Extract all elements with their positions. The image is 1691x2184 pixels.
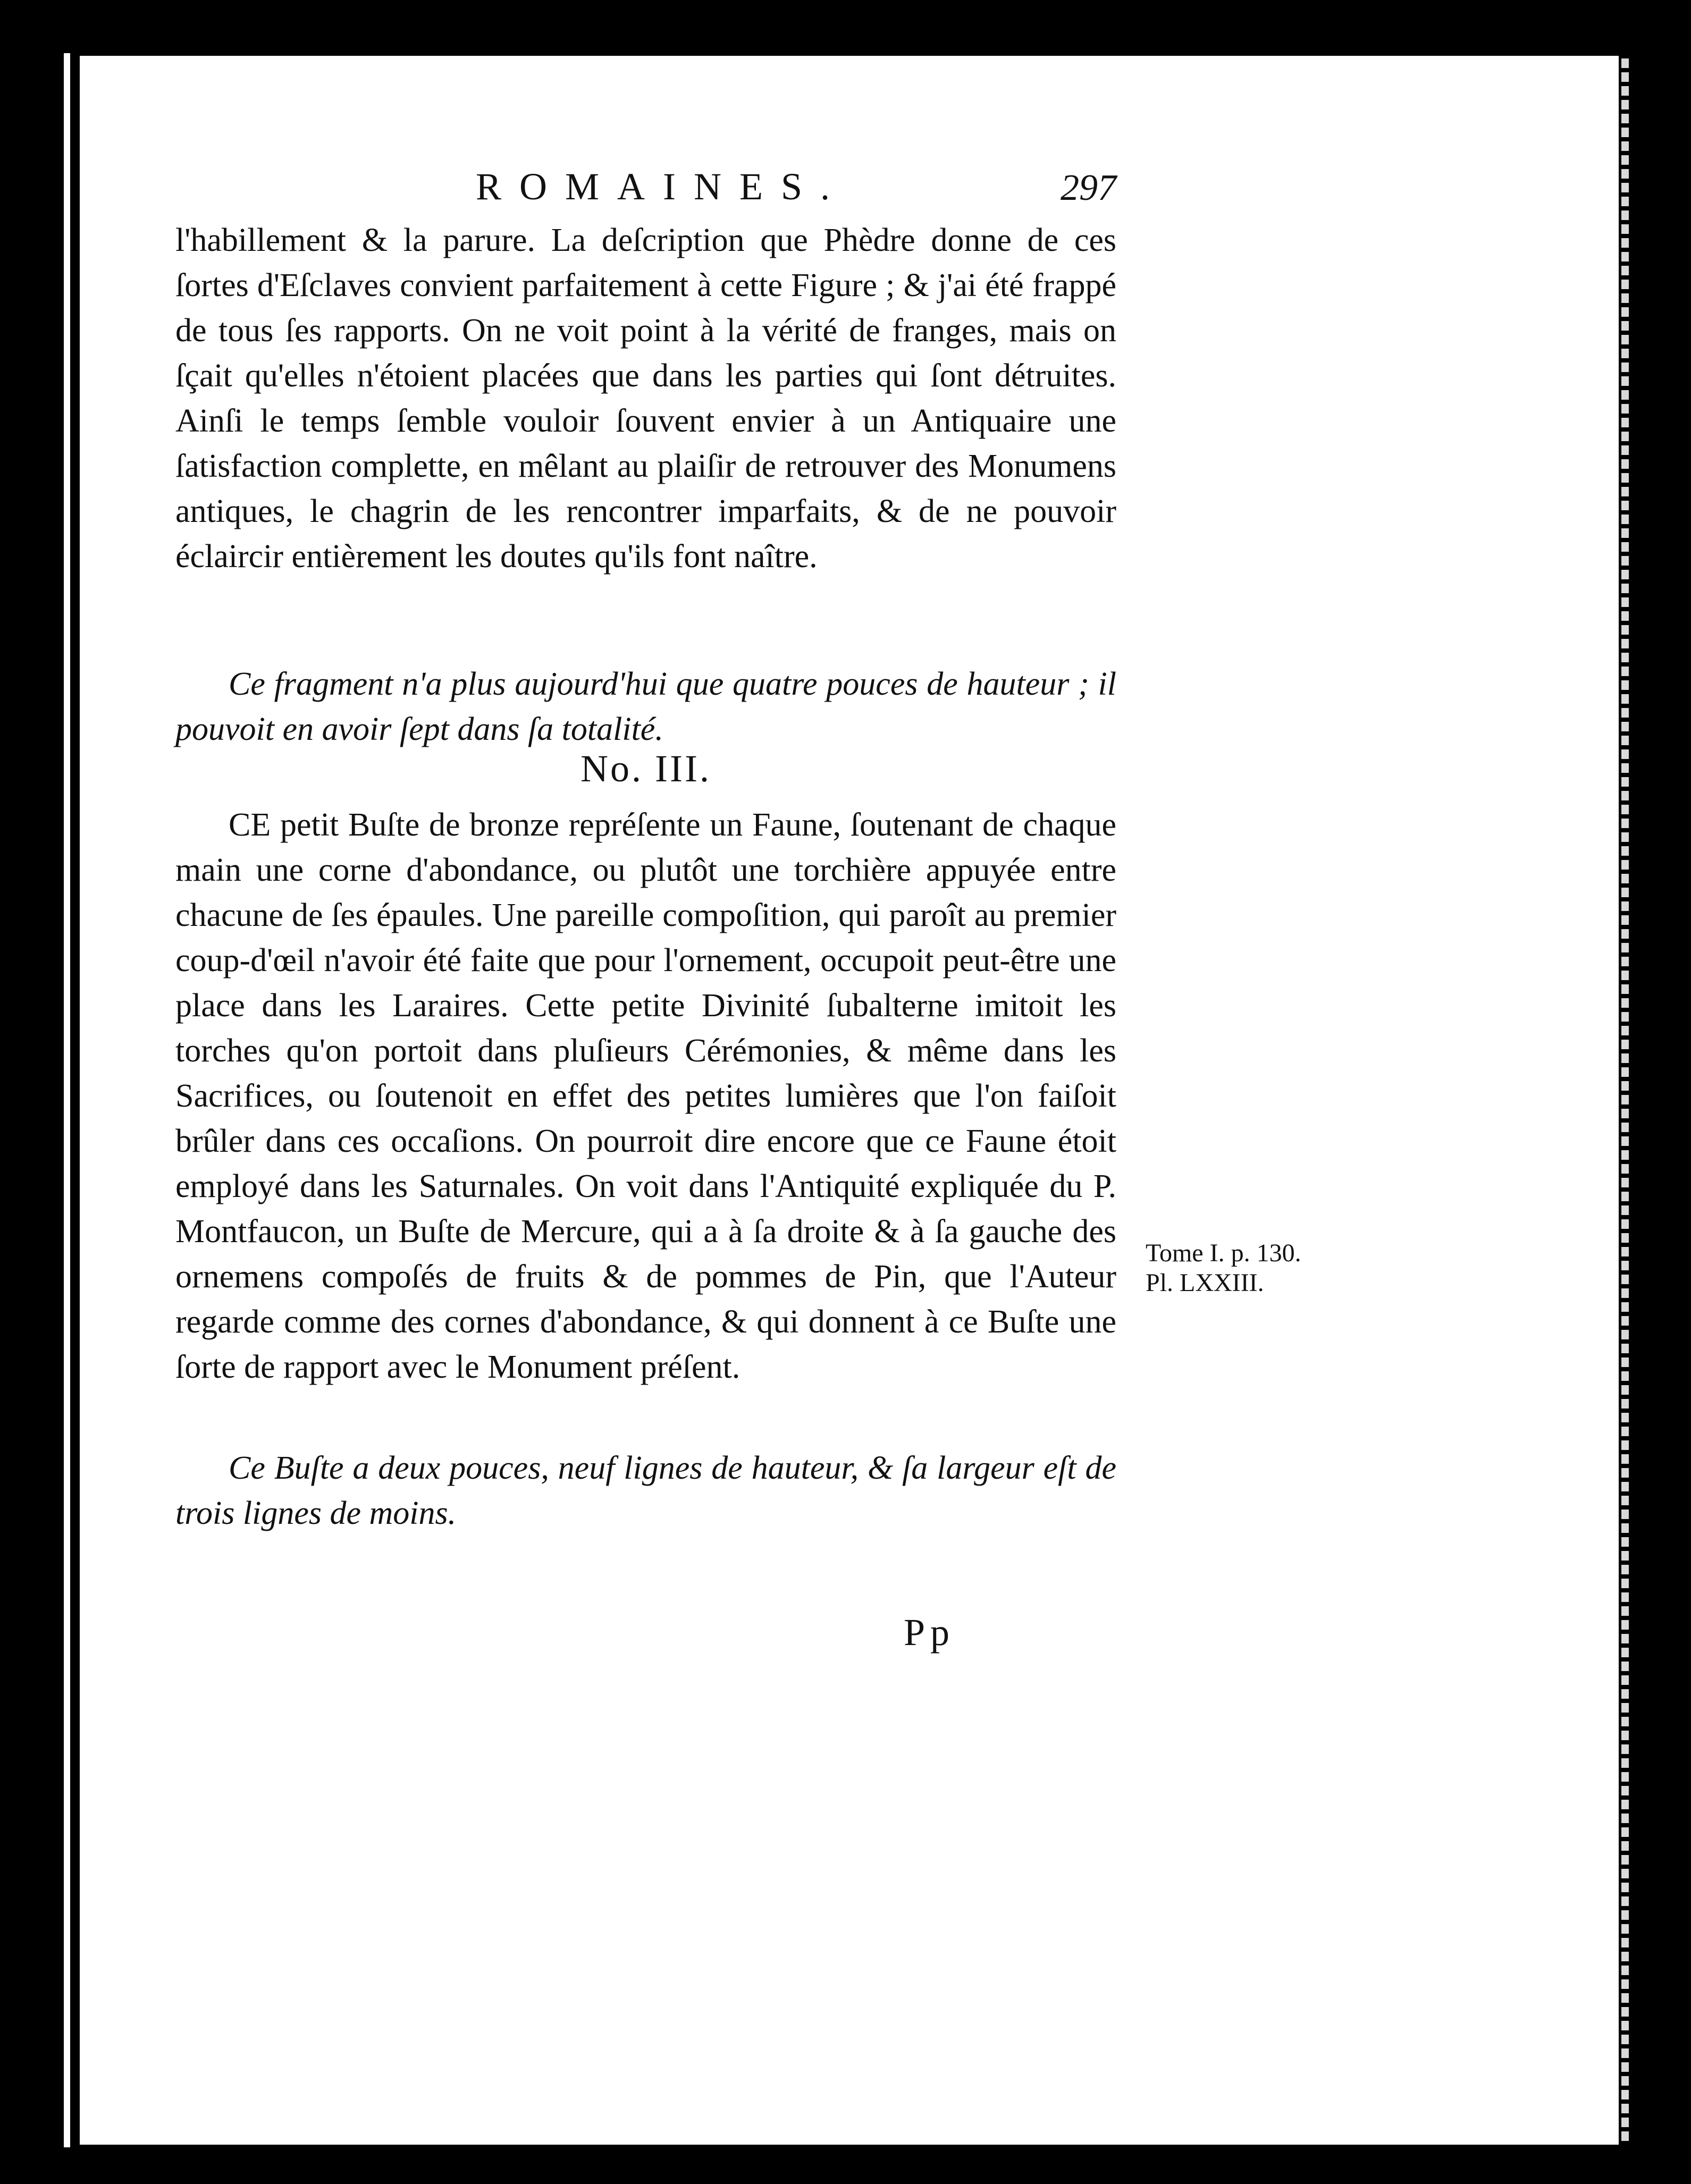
running-title: ROMAINES. xyxy=(476,165,848,208)
body-paragraph-1: l'habillement & la parure. La deſcription que Phèdre donne de ces ſortes d'Eſclaves convient parfaitement à cette Figure ; & j'ai été frappé de tous ſes rapports. On ne voit point à la vérité de franges, mais on ſçait qu'elles n'étoient placées que dans les parties qui ſont détruites. Ainſi le temps ſemble vouloir ſouvent envier à un Antiquaire une ſatisfaction complette, en mêlant au plaiſir de retrouver des Monumens antiques, le chagrin de les rencontrer imparfaits, & de ne pouvoir éclaircir entièrement les doutes qu'ils font naître. xyxy=(175,222,1116,575)
signature-mark: Pp xyxy=(904,1611,955,1654)
section-title: No. III. xyxy=(581,747,711,790)
page-number: 297 xyxy=(1061,167,1116,208)
body-paragraph-2: CE petit Buſte de bronze repréſente un Faune, ſoutenant de chaque main une corne d'abondance, ou plutôt une torchière appuyée entre chacune de ſes épaules. Une pareille compoſition, qui paroît au premier coup-d'œil n'avoir été faite que pour l'ornement, occupoit peut-être une place dans les Laraires. Cette petite Divinité ſubalterne imitoit les torches qu'on portoit dans pluſieurs Cérémonies, & même dans les Sacrifices, ou ſoutenoit en effet des petites lumières que l'on faiſoit brûler dans ces occaſions. On pourroit dire encore que ce Faune étoit employé dans les Saturnales. On voit dans l'Antiquité expliquée du P. Montfaucon, un Buſte de Mercure, qui a à ſa droite & à ſa gauche des ornemens compoſés de fruits & de pommes de Pin, que l'Auteur regarde comme des cornes d'abondance, & qui donnent à ce Buſte une ſorte de rapport avec le Monument préſent. xyxy=(175,807,1116,1385)
page-right-edge xyxy=(1621,58,1629,2142)
page-header xyxy=(175,165,1212,213)
dimension-note-1: Ce fragment n'a plus aujourd'hui que quatre pouces de hauteur ; il pouvoit en avoir ſept dans ſa totalité. xyxy=(175,666,1116,747)
page-left-edge xyxy=(64,53,70,2147)
margin-reference-line-1: Tome I. p. 130. xyxy=(1146,1239,1301,1267)
margin-reference-line-2: Pl. LXXIII. xyxy=(1146,1269,1264,1297)
margin-reference xyxy=(1146,1238,1301,1298)
dimension-note-2: Ce Buſte a deux pouces, neuf lignes de hauteur, & ſa largeur eſt de trois lignes de moins. xyxy=(175,1450,1116,1531)
